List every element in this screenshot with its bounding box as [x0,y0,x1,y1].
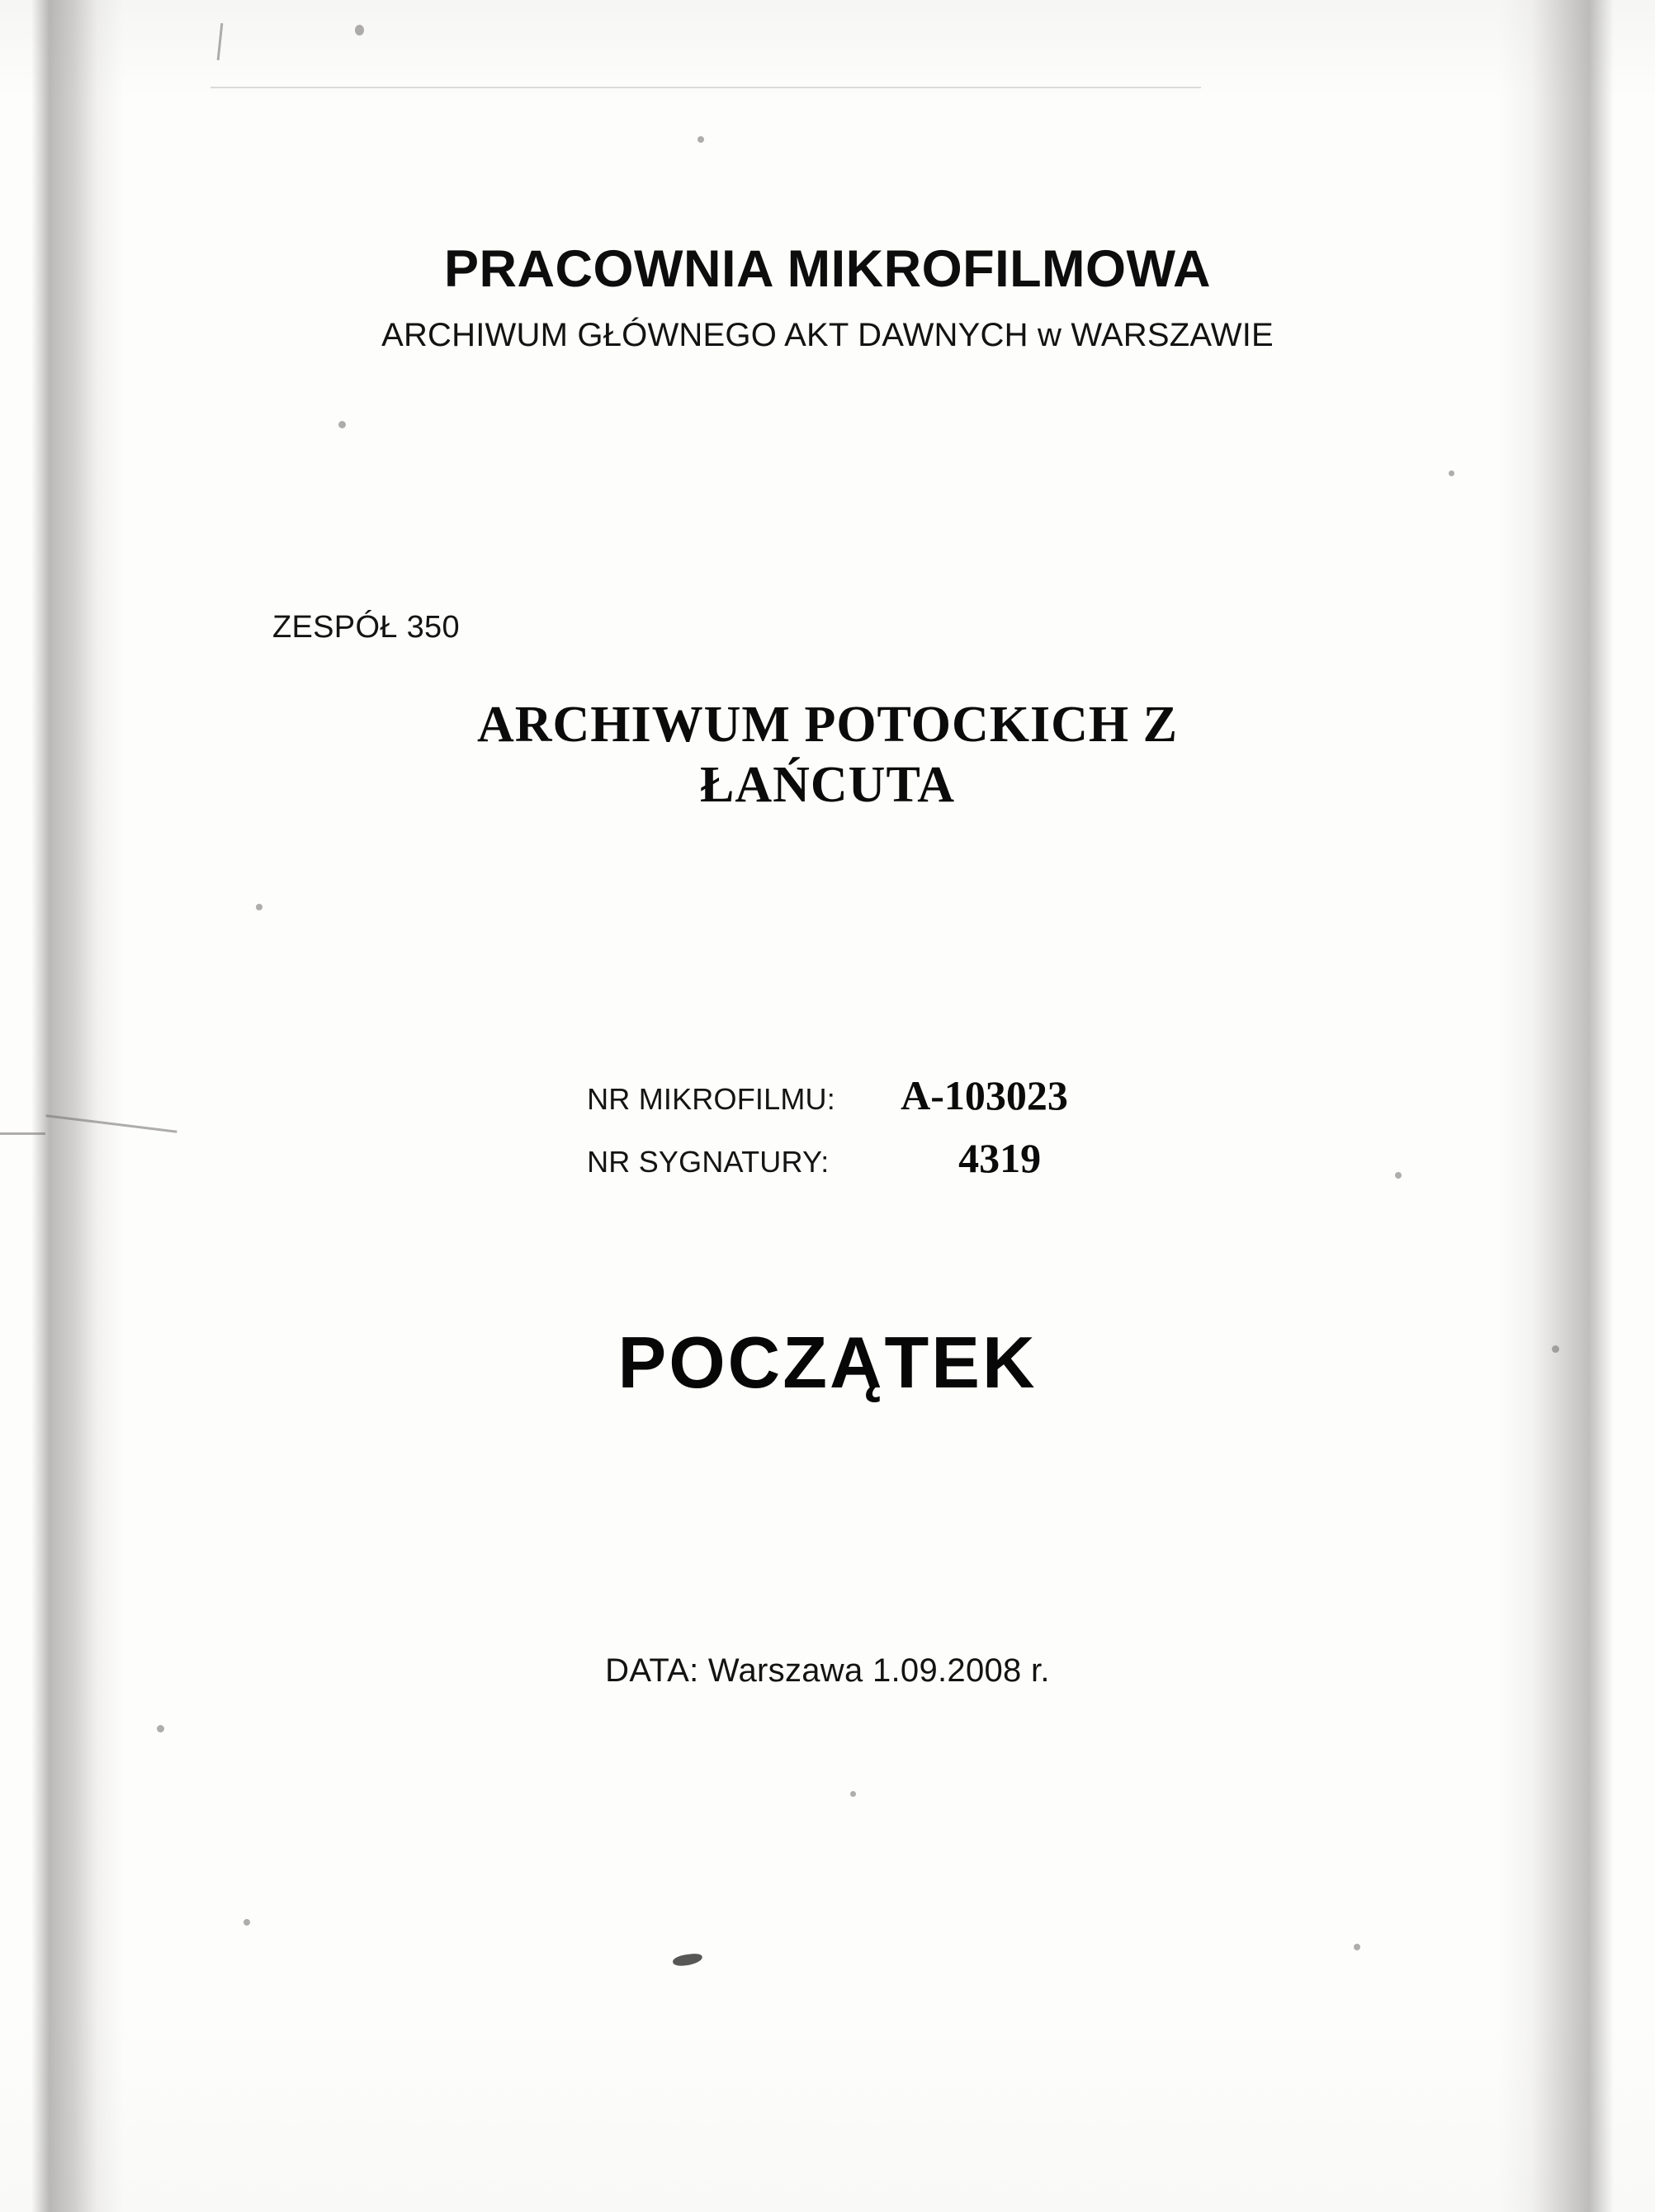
document-date: DATA: Warszawa 1.09.2008 r. [605,1652,1050,1690]
scan-speck [157,1725,164,1732]
scan-speck [850,1791,856,1797]
scan-speck [244,1919,250,1926]
fond-name-line-2: ŁAŃCUTA [700,757,955,814]
metadata-row [587,1134,1068,1182]
signature-number-value: 4319 [958,1135,1042,1182]
scan-speck [1354,1944,1360,1950]
page-title: PRACOWNIA MIKROFILMOWA [443,240,1212,298]
page-subtitle: ARCHIWUM GŁÓWNEGO AKT DAWNYCH w WARSZAWIE [381,317,1274,353]
fond-name-line-1: ARCHIWUM POTOCKICH Z [476,697,1178,753]
microfilm-number-label: NR MIKROFILMU: [587,1082,835,1117]
metadata-row [587,1071,1068,1119]
microfilm-metadata [587,1071,1068,1197]
fond-group-label: ZESPÓŁ 350 [272,610,460,645]
status-marker: POCZĄTEK [617,1321,1038,1404]
signature-number-label: NR SYGNATURY: [587,1145,830,1179]
scan-bottom-shading [0,2014,1655,2212]
scan-smudge [672,1953,702,1968]
microfilm-number-value: A-103023 [901,1072,1068,1119]
fond-name [0,695,1655,815]
